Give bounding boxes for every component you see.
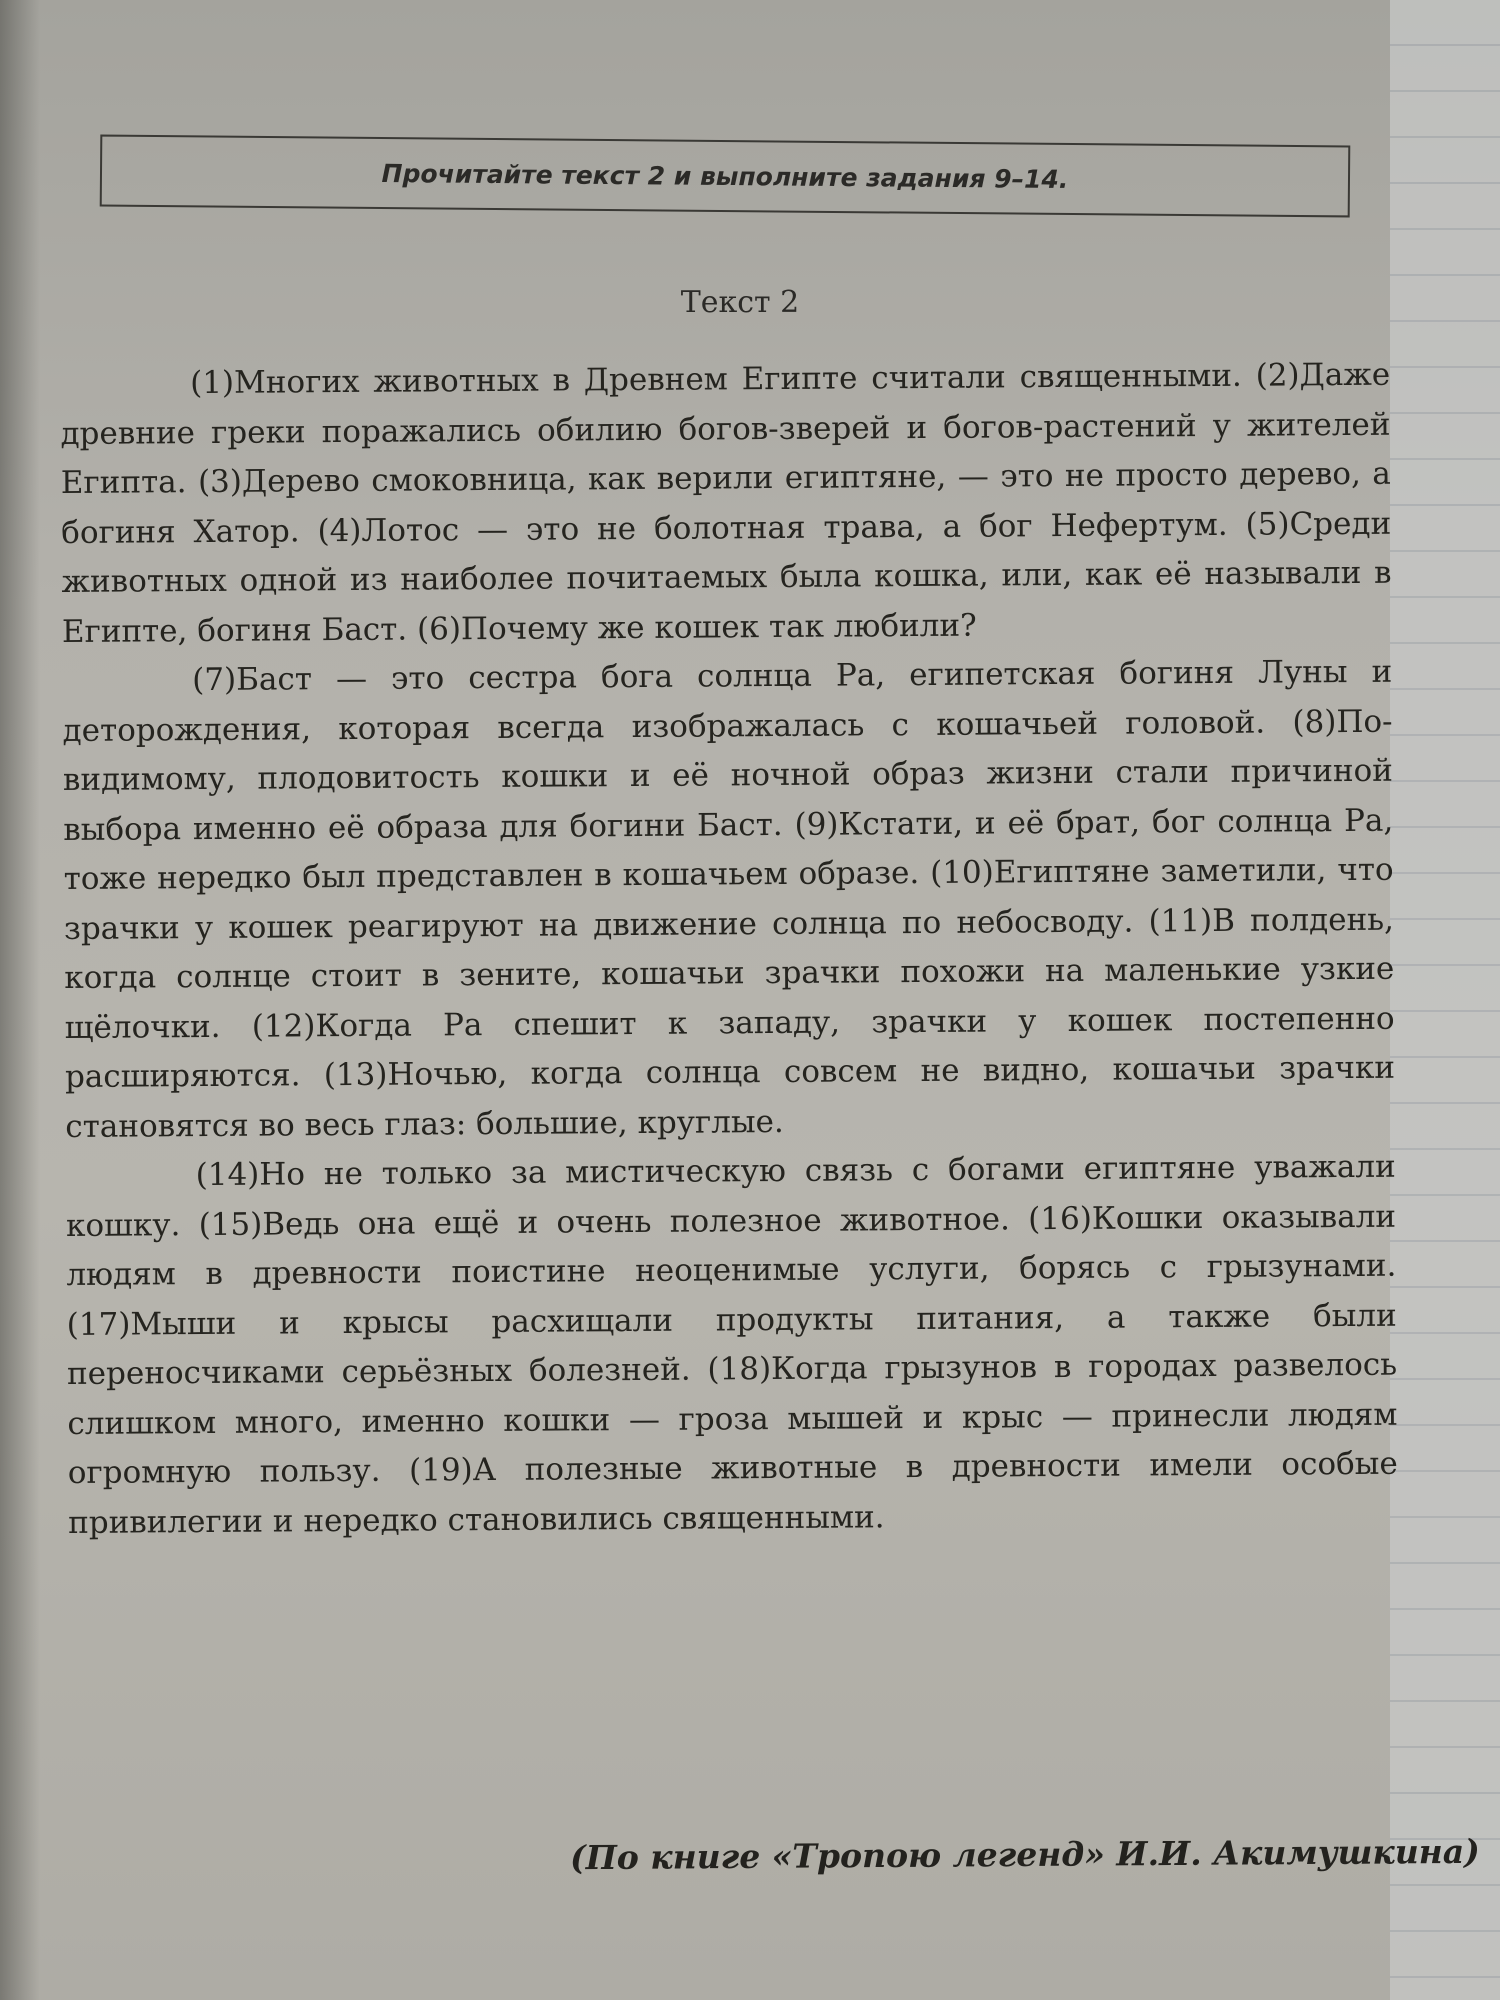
source-citation: (По книге «Тропою легенд» И.И. Акимушкина) [570, 1831, 1481, 1878]
paragraph-1: (1)Многих животных в Древнем Египте считали священными. (2)Даже древние греки поражались обилию богов-зверей и богов-растений у жителей Египта. (3)Дерево смоковница, как верили египтяне, — это не просто дерево, а богиня Хатор. (4)Лотос — это не болотная трава, а бог Нефертум. (5)Среди животных одной из наиболее почитаемых была кошка, или, как её называли в Египте, богиня Баст. (6)Почему же кошек так любили? [60, 356, 1392, 650]
instruction-text: Прочитайте текст 2 и выполните задания 9–14. [381, 158, 1069, 194]
paragraph-2: (7)Баст — это сестра бога солнца Ра, египетская богиня Луны и деторождения, которая всегда изображалась с кошачьей головой. (8)По-видимому, плодовитость кошки и её ночной образ жизни стали причиной выбора именно её образа для богини Баст. (9)Кстати, и её брат, бог солнца Ра, тоже нередко был представлен в кошачьем образе. (10)Египтяне заметили, что зрачки у кошек реагируют на движение солнца по небосводу. (11)В полдень, когда солнце стоит в зените, кошачьи зрачки похожи на маленькие узкие щёлочки. (12)Когда Ра спешит к западу, зрачки у кошек постепенно расширяются. (13)Ночью, когда солнца совсем не видно, кошачьи зрачки становятся во весь глаз: большие, круглые. [62, 653, 1396, 1145]
paragraph-3: (14)Но не только за мистическую связь с богами египтяне уважали кошку. (15)Ведь она ещё и очень полезное животное. (16)Кошки оказывали людям в древности поистине неоценимые услуги, борясь с грызунами. (17)Мыши и крысы расхищали продукты питания, а также были переносчиками серьёзных болезней. (18)Когда грызунов в городах развелось слишком много, именно кошки — гроза мышей и крыс — принесли людям огромную пользу. (19)А полезные животные в древности имели особые привилегии и нередко становились священными. [65, 1148, 1398, 1541]
instruction-box [100, 135, 1351, 218]
text-body [60, 351, 1398, 1548]
text-title: Текст 2 [680, 285, 800, 320]
